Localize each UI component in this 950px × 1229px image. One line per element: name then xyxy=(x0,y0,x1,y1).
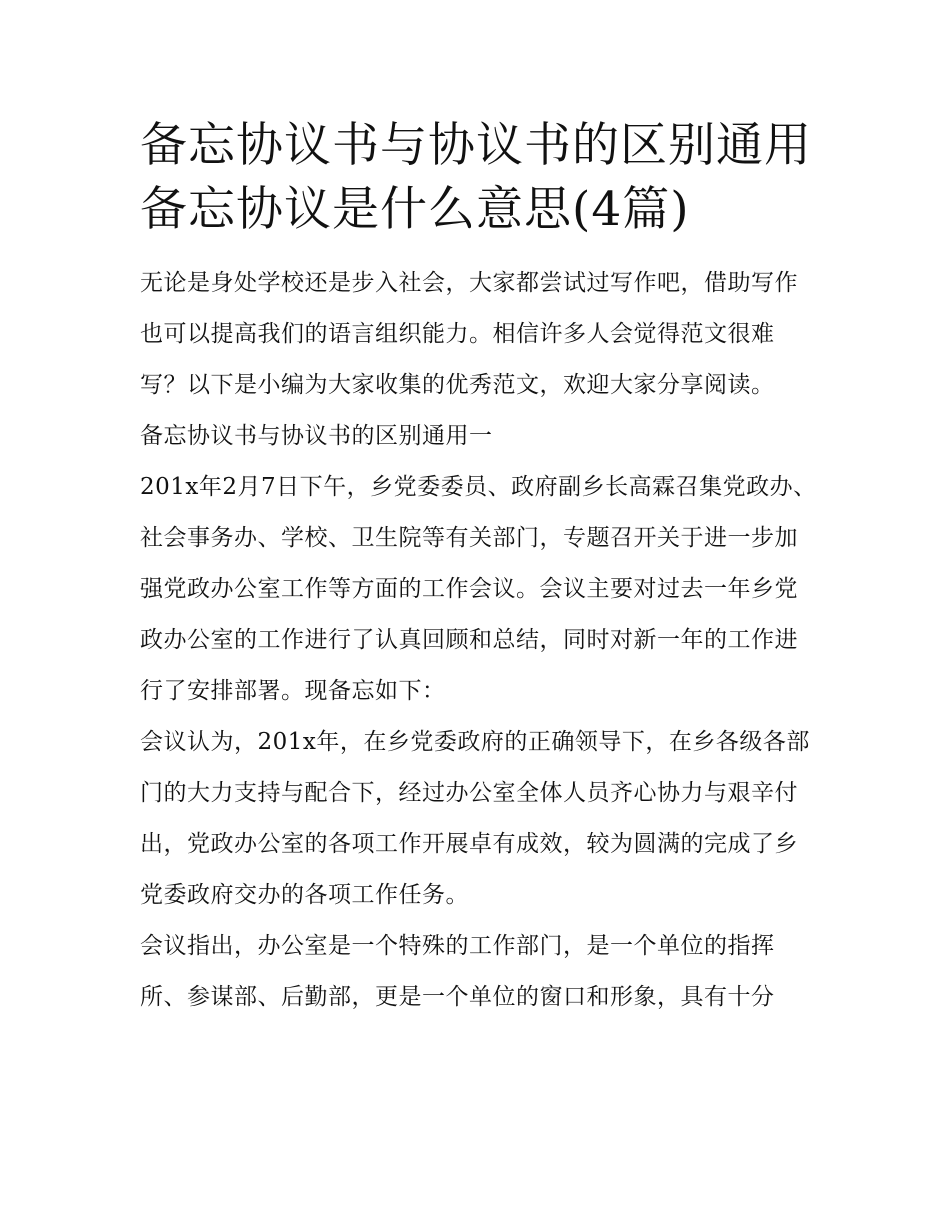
body-paragraph-2: 会议认为，201x年，在乡党委政府的正确领导下，在乡各级各部门的大力支持与配合下，经过办公室全体人员齐心协力与艰辛付出，党政办公室的各项工作开展卓有成效，较为圆满的完成了乡党委政府交办的各项工作任务。 xyxy=(140,729,810,908)
section-heading: 备忘协议书与协议书的区别通用一 xyxy=(140,423,493,449)
intro-paragraph: 无论是身处学校还是步入社会，大家都尝试过写作吧，借助写作也可以提高我们的语言组织能力。相信许多人会觉得范文很难写？以下是小编为大家收集的优秀范文，欢迎大家分享阅读。 xyxy=(140,270,798,398)
document-body xyxy=(140,114,820,1023)
document-title: 备忘协议书与协议书的区别通用 备忘协议是什么意思(4篇) xyxy=(140,118,812,237)
body-paragraph-3: 会议指出，办公室是一个特殊的工作部门，是一个单位的指挥所、参谋部、后勤部，更是一个单位的窗口和形象，具有十分 xyxy=(140,933,775,1010)
body-paragraph-1: 201x年2月7日下午，乡党委委员、政府副乡长高霖召集党政办、社会事务办、学校、卫生院等有关部门，专题召开关于进一步加强党政办公室工作等方面的工作会议。会议主要对过去一年乡党政办公室的工作进行了认真回顾和总结，同时对新一年的工作进行了安排部署。现备忘如下： xyxy=(140,474,817,704)
